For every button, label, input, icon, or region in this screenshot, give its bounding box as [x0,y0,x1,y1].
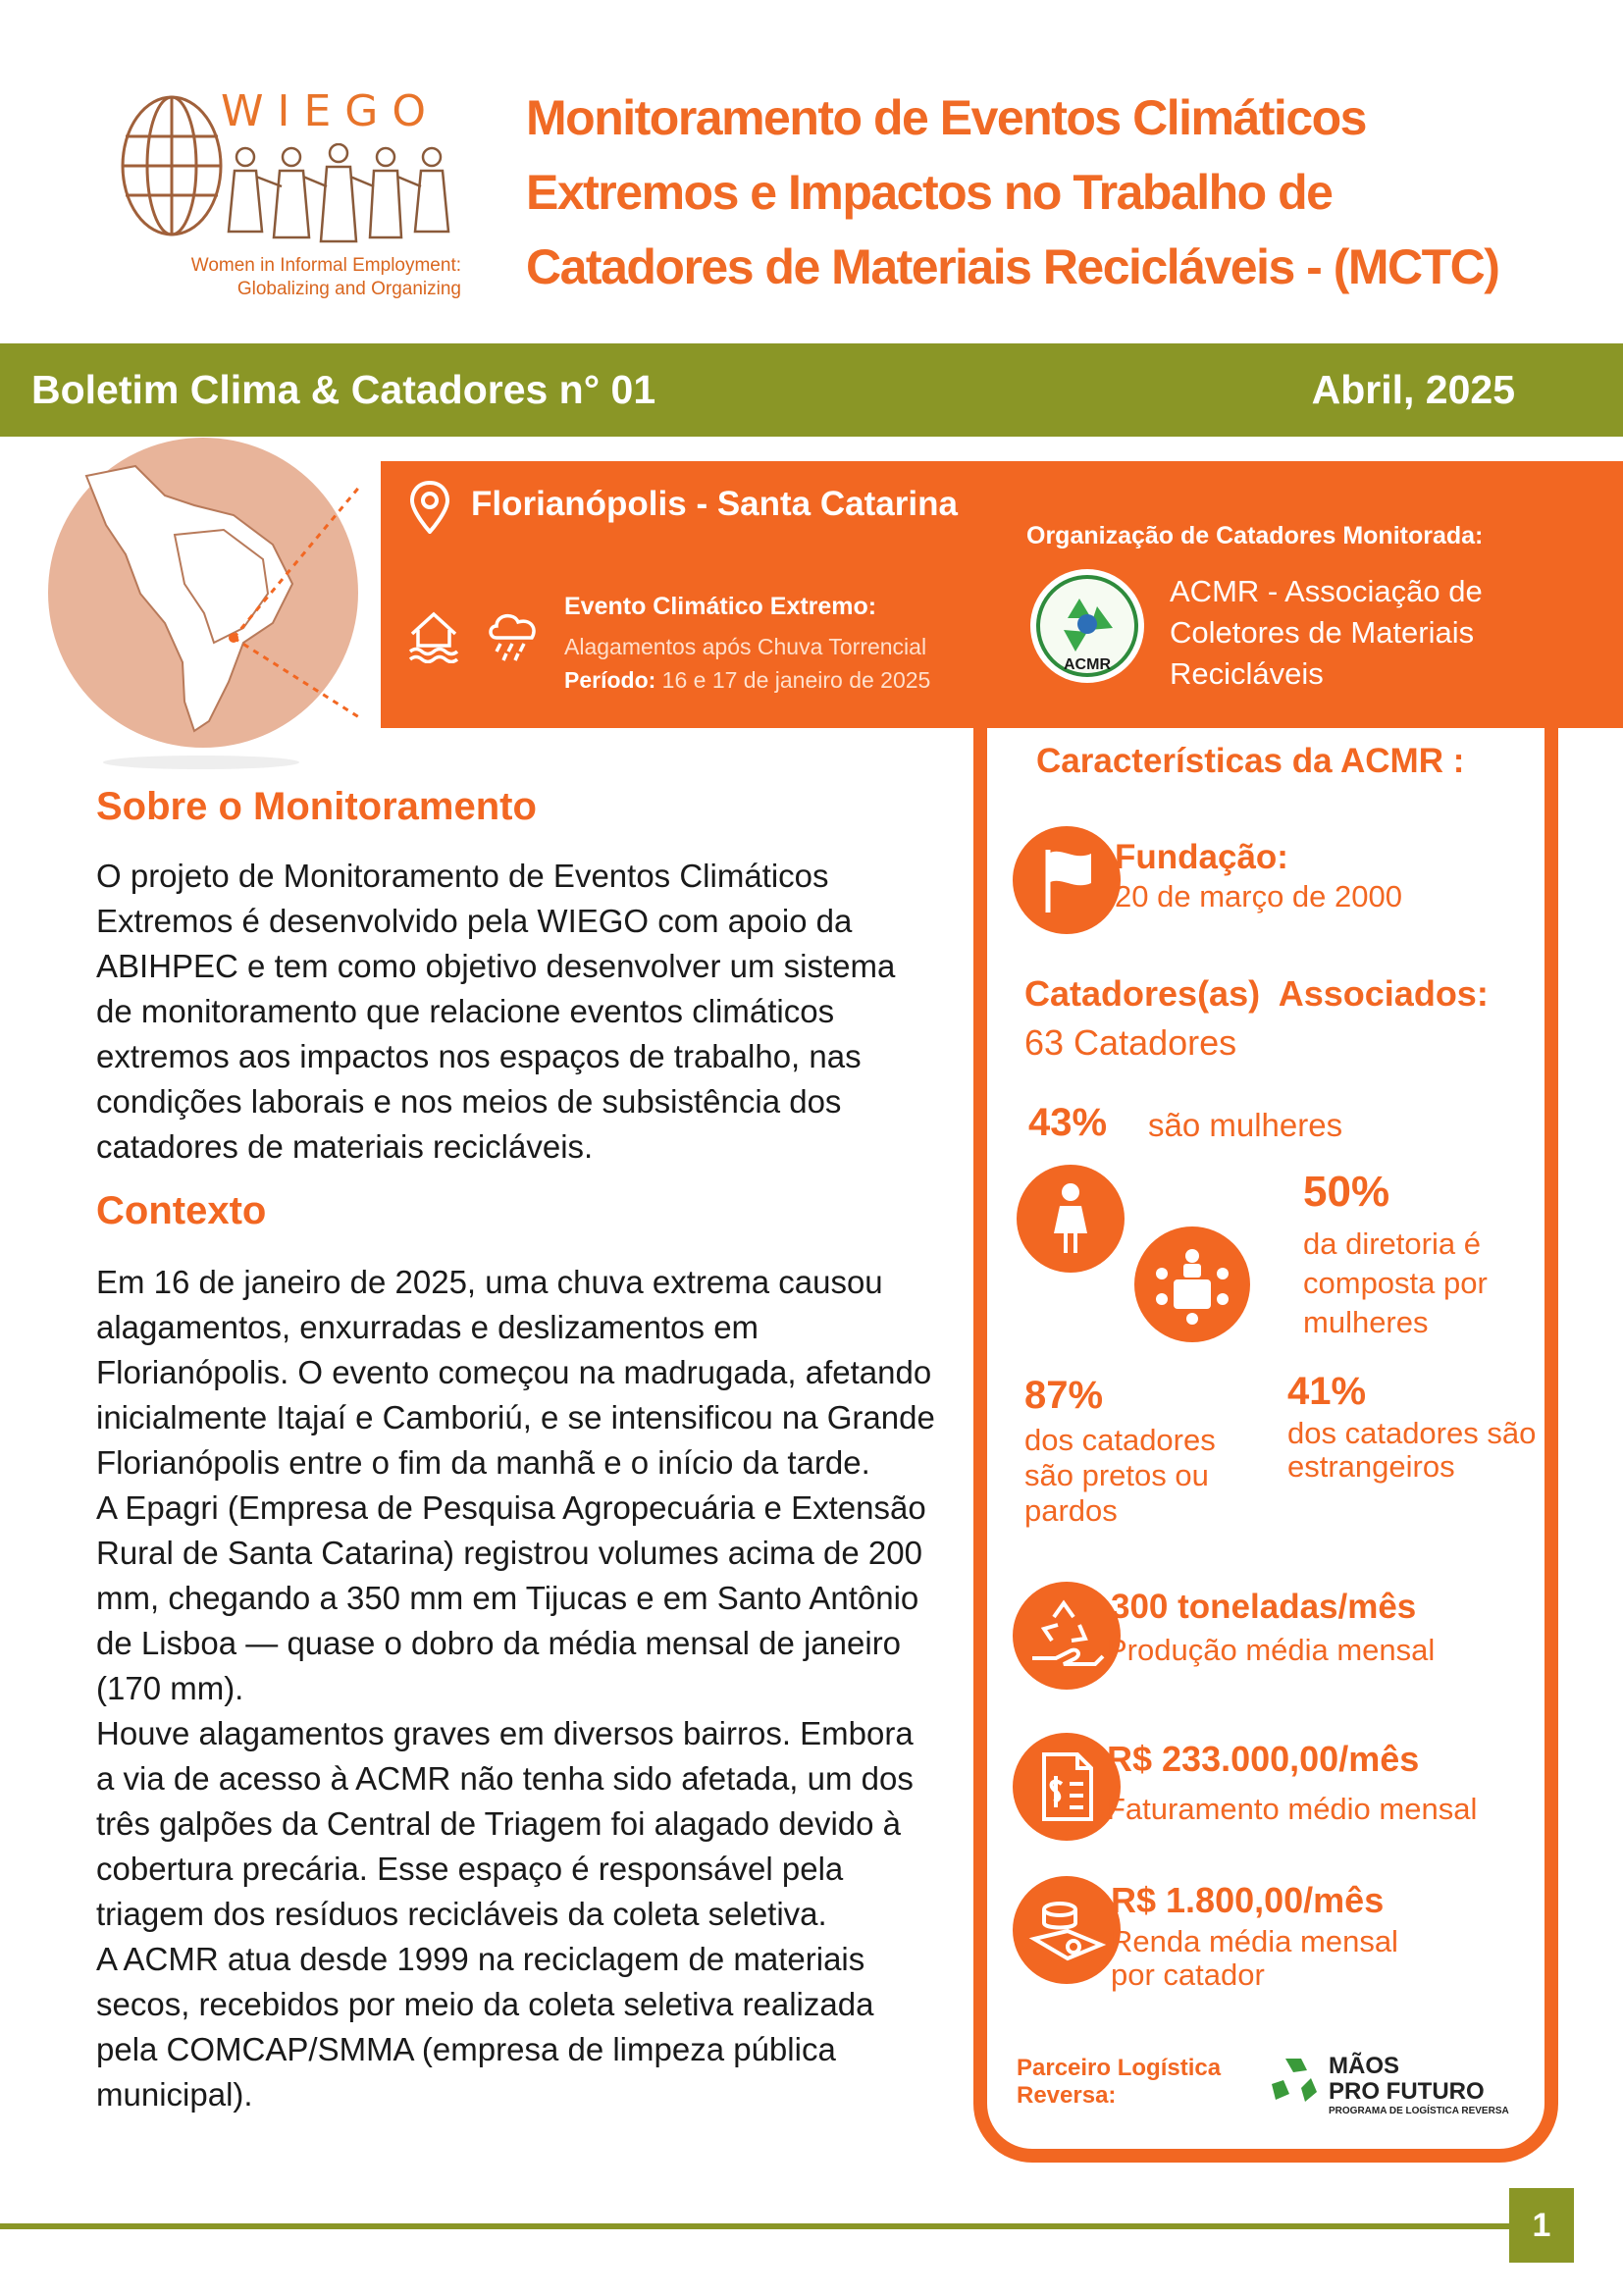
event-description: Alagamentos após Chuva Torrencial [564,634,927,659]
foundation-date: 20 de março de 2000 [1115,879,1402,913]
board-meeting-icon [1134,1226,1250,1342]
invoice-icon [1013,1733,1121,1841]
context-title: Contexto [96,1189,267,1232]
logo-word: WIEGO [221,86,441,136]
flooded-house-icon [406,608,461,663]
bulletin-date: Abril, 2025 [1311,367,1515,412]
characteristics-title: Características da ACMR : [1036,742,1465,780]
production-label: Produção média mensal [1107,1633,1436,1667]
partner-label: Parceiro Logística Reversa: [1017,2055,1222,2109]
logo-tagline-1: Women in Informal Employment: [190,255,461,276]
org-label: Organização de Catadores Monitorada: [1026,522,1484,549]
black-brown-text: dos catadores são pretos ou pardos [1024,1423,1216,1528]
partner-name-1: MÃOS [1329,2053,1399,2079]
event-location: Florianópolis - Santa Catarina [471,485,958,523]
foundation-label: Fundação: [1115,838,1288,876]
globe-logo-icon [118,92,226,239]
context-paragraph-2: A Epagri (Empresa de Pesquisa Agropecuária e Extensão Rural de Santa Catarina) registrou volumes acima de 200 mm, chegando a 350 mm em Tijucas e em Santo Antônio de Lisboa — quase o dobro da média mensal de janeiro (170 mm). [96,1489,926,1706]
board-percent: 50% [1303,1168,1390,1216]
foreign-percent: 41% [1287,1370,1367,1413]
title-line-3: Catadores de Materiais Recicláveis - (MCTC) [526,239,1499,294]
about-text: O projeto de Monitoramento de Eventos Climáticos Extremos é desenvolvido pela WIEGO com apoio da ABIHPEC e tem como objetivo desenvolver um sistema de monitoramento que relacione eventos climáticos extremos aos impactos nos espaços de trabalho, nas condições laborais e nos meios de subsistência dos catadores de materiais recicláveis. [96,858,896,1165]
acmr-logo-icon [1028,567,1146,685]
partner-subtitle: PROGRAMA DE LOGÍSTICA REVERSA [1329,2106,1509,2116]
recycle-hand-icon [1013,1582,1121,1690]
production-value: 300 toneladas/mês [1111,1588,1417,1626]
income-label: Renda média mensal por catador [1111,1924,1398,1992]
period-value: 16 e 17 de janeiro de 2025 [655,667,931,693]
logo-tagline-2: Globalizing and Organizing [236,279,461,299]
location-pin-icon [410,481,449,534]
acmr-logo-text: ACMR [1064,656,1111,673]
page-title [526,80,1586,304]
footer-line [0,2223,1509,2229]
revenue-value: R$ 233.000,00/mês [1107,1739,1420,1779]
south-america-globe-icon [47,437,359,749]
event-label: Evento Climático Extremo: [564,593,877,620]
org-name: ACMR - Associação de Coletores de Materiais Recicláveis [1170,574,1483,691]
members-label: Catadores(as) Associados: [1024,973,1489,1014]
income-value: R$ 1.800,00/mês [1111,1880,1385,1920]
members-count: 63 Catadores [1024,1022,1237,1063]
event-period [564,667,930,694]
context-text [96,1260,940,2117]
board-text: da diretoria é composta por mulheres [1303,1226,1488,1339]
revenue-label: Faturamento médio mensal [1107,1792,1478,1826]
title-line-2: Extremos e Impactos no Trabalho de [526,165,1333,220]
women-figures-icon [221,143,456,251]
black-brown-percent: 87% [1024,1374,1104,1417]
coins-income-icon [1013,1876,1121,1984]
maos-pro-futuro-logo-icon [1264,2051,1323,2110]
period-label: Período: [564,667,656,693]
flag-icon [1013,826,1121,934]
page-number: 1 [1509,2188,1574,2263]
women-percent: 43% [1028,1101,1108,1144]
context-paragraph-4: A ACMR atua desde 1999 na reciclagem de materiais secos, recebidos por meio da coleta seletiva realizada pela COMCAP/SMMA (empresa de limpeza pública municipal). [96,1941,874,2113]
women-text: são mulheres [1148,1107,1343,1143]
foreign-text: dos catadores são estrangeiros [1287,1416,1537,1484]
event-box [381,461,1623,728]
title-line-1: Monitoramento de Eventos Climáticos [526,90,1366,145]
context-paragraph-1: Em 16 de janeiro de 2025, uma chuva extrema causou alagamentos, enxurradas e deslizamentos em Florianópolis. O evento começou na madrugada, afetando inicialmente Itajaí e Camboriú, e se intensificou na Grande Florianópolis entre o fim da manhã e o início da tarde. [96,1264,935,1481]
globe-shadow [103,756,299,769]
partner-name-2: PRO FUTURO [1329,2078,1485,2105]
wiego-logo [118,86,461,312]
woman-icon [1017,1165,1125,1273]
rain-cloud-icon [485,606,542,663]
acmr-characteristics-panel [973,728,1558,2163]
about-title: Sobre o Monitoramento [96,785,537,828]
bulletin-band [0,343,1623,437]
bulletin-number: Boletim Clima & Catadores n° 01 [31,367,656,412]
context-paragraph-3: Houve alagamentos graves em diversos bairros. Embora a via de acesso à ACMR não tenha sido afetada, um dos três galpões da Central de Triagem foi alagado devido à cobertura precária. Esse espaço é responsável pela triagem dos resíduos recicláveis da coleta seletiva. [96,1715,914,1932]
